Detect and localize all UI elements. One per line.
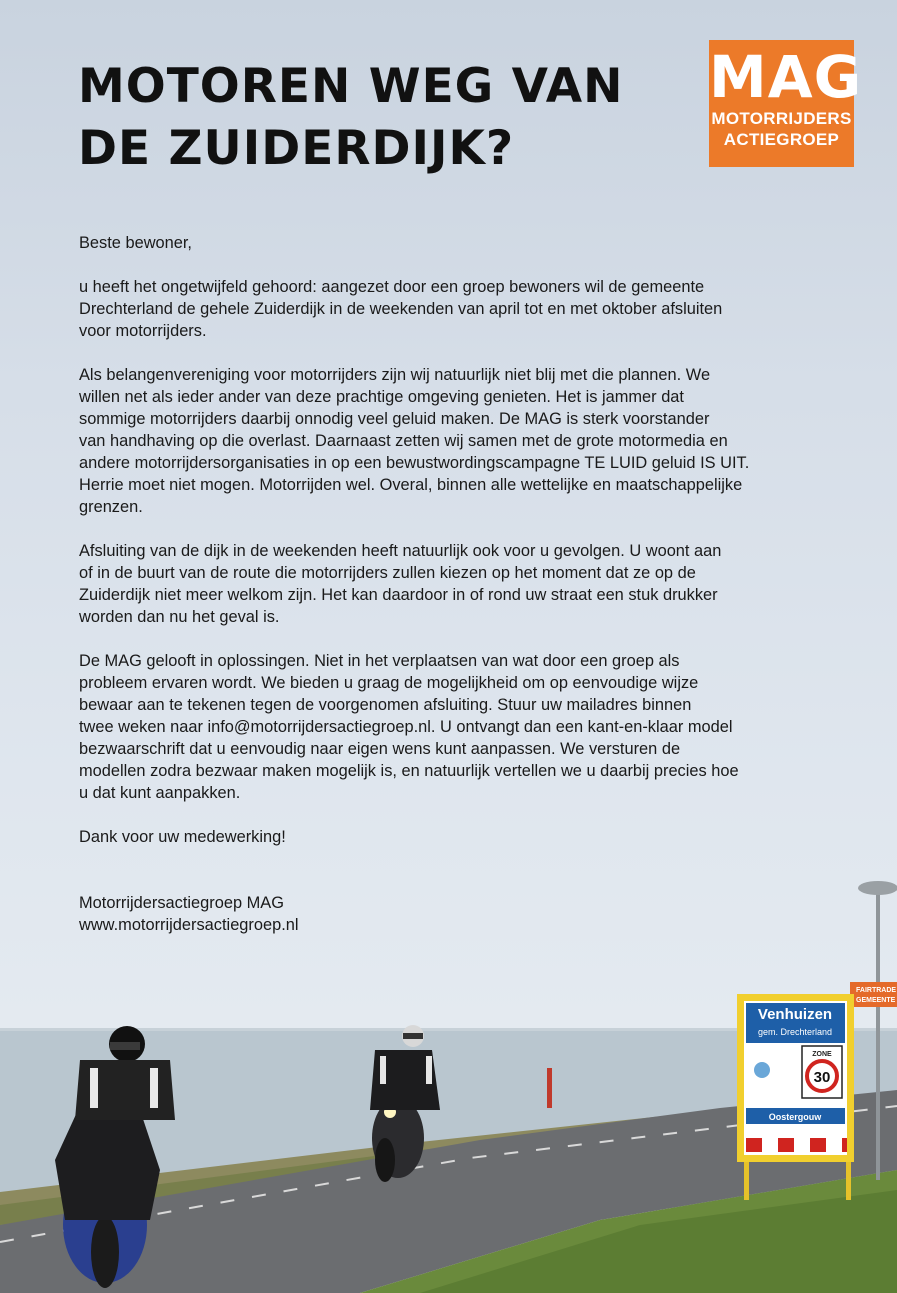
paragraph-line: voor motorrijders. [79,322,207,340]
fairtrade-line-2: GEMEENTE [856,997,896,1004]
closing: Dank voor uw medewerking! [79,828,286,846]
street-name: Oostergouw [768,1112,822,1122]
paragraph-line: of in de buurt van de route die motorrijders zullen kiezen op het moment dat ze op de [79,564,696,582]
dike-photo [0,987,897,1293]
logo-line-2: ACTIEGROEP [723,130,840,149]
paragraph-line: bewaar aan te tekenen tegen de voorgenomen afsluiting. Stuur uw mailadres binnen [79,696,692,714]
paragraph-line: bezwaarschrift dat u eenvoudig naar eigen wens kunt aanpassen. We versturen de [79,740,681,758]
paragraph-line: Als belangenvereniging voor motorrijders zijn wij natuurlijk niet blij met die plannen. We [79,366,711,384]
logo-line-1: MOTORRIJDERS [711,109,852,128]
paragraph-line: Herrie moet niet mogen. Motorrijden wel. Overal, binnen alle wettelijke en maatschappelijke [79,476,743,494]
paragraph-4 [79,650,859,804]
paragraph-line: sommige motorrijders daarbij onnodig veel geluid maken. De MAG is sterk voorstander [79,410,710,428]
fairtrade-line-1: FAIRTRADE [856,987,897,994]
paragraph-line: van handhaving op die overlast. Daarnaast zetten wij samen met de grote motormedia en [79,432,728,450]
fairtrade-sign [850,982,897,1007]
paragraph-line: grenzen. [79,498,143,516]
paragraph-line: probleem ervaren wordt. We bieden u graag de mogelijkheid om op eenvoudige wijze [79,674,699,692]
paragraph-line: u dat kunt aanpakken. [79,784,241,802]
paragraph-line: Drechterland de gehele Zuiderdijk in de weekenden van april tot en met oktober afsluiten [79,300,723,318]
paragraph-2 [79,364,859,518]
paragraph-line: andere motorrijdersorganisaties in op een bewustwordingscampagne TE LUID geluid IS UIT. [79,454,750,472]
paragraph-3 [79,540,859,628]
zone-label: ZONE [812,1051,832,1058]
paragraph-line: modellen zodra bezwaar maken mogelijk is, en natuurlijk vertellen we u daarbij precies hoe [79,762,739,780]
headline [78,56,624,180]
greeting: Beste bewoner, [79,234,192,252]
headline-line-1: MOTOREN WEG VAN [78,59,624,114]
municipality-name: gem. Drechterland [757,1027,833,1037]
headline-line-2: DE ZUIDERDIJK? [78,121,515,176]
paragraph-line: De MAG gelooft in oplossingen. Niet in het verplaatsen van wat door een groep als [79,652,680,670]
paragraph-line: Afsluiting van de dijk in de weekenden heeft natuurlijk ook voor u gevolgen. U woont aan [79,542,722,560]
mag-logo [709,40,863,167]
town-name: Venhuizen [757,1006,833,1023]
signature [79,892,859,936]
paragraph-line: willen net als ieder ander van deze prachtige omgeving genieten. Het is jammer dat [79,388,684,406]
red-post [547,1068,552,1108]
paragraph-line: Zuiderdijk niet meer welkom zijn. Het kan daardoor in of rond uw straat een stuk drukker [79,586,718,604]
signature-website: www.motorrijdersactiegroep.nl [79,916,299,934]
paragraph-1 [79,276,859,342]
signature-org: Motorrijdersactiegroep MAG [79,894,284,912]
letter-body [79,232,859,958]
paragraph-line: worden dan nu het geval is. [79,608,280,626]
paragraph-line: twee weken naar info@motorrijdersactiegroep.nl. U ontvangt dan een kant-en-klaar model [79,718,733,736]
speed-limit: 30 [813,1069,831,1086]
paragraph-line: u heeft het ongetwijfeld gehoord: aangezet door een groep bewoners wil de gemeente [79,278,705,296]
logo-name: MAG [709,43,863,111]
